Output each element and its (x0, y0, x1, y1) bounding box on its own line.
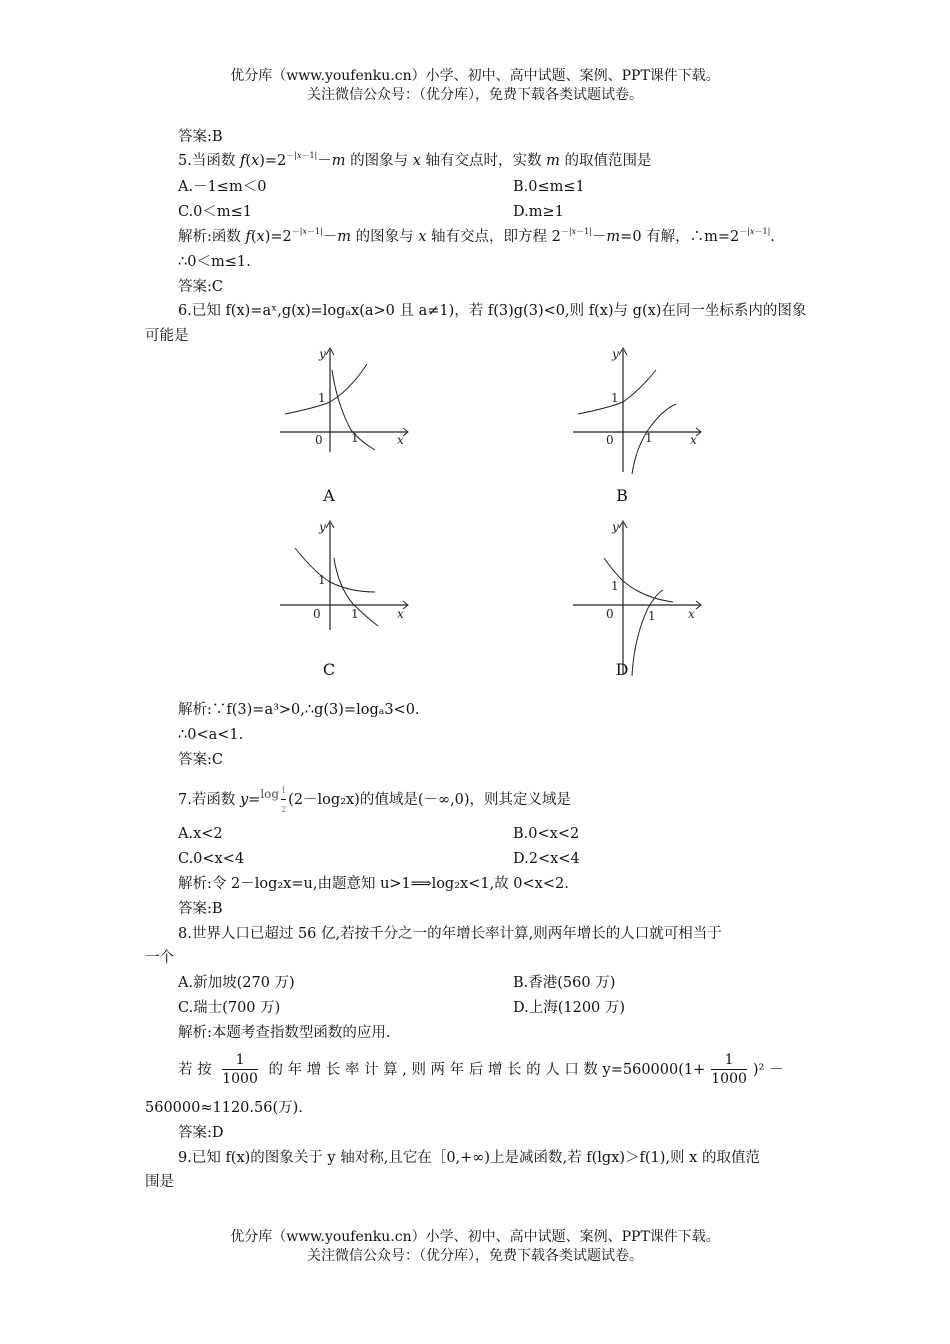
graph-c-origin: 0 (313, 607, 321, 621)
q8-analysis-line-1: 解析:本题考查指数型函数的应用. (178, 1025, 391, 1041)
graph-b-one-x: 1 (645, 431, 653, 445)
footer-line-1: 优分库（www.youfenku.cn）小学、初中、高中试题、案例、PPT课件下载。 (230, 1229, 720, 1245)
q7-analysis: 解析:令 2－log₂x=u,由题意知 u>1⟹log₂x<1,故 0<x<2. (178, 876, 569, 892)
graph-c-x-label: x (397, 607, 404, 621)
q8-analysis-line-2: 若 按 $\frac{1}{1000}$ 的 年 增 长 率 计 算 , 则 两 年 后 增 长 的 人 口 数 y=560000(1+ $\frac{1}{1000}$ )² － (178, 1052, 784, 1087)
graph-b-one-y: 1 (611, 391, 619, 405)
graph-a-one-y: 1 (318, 391, 326, 405)
graph-b-y-label: y (612, 347, 619, 361)
header-line-1: 优分库（www.youfenku.cn）小学、初中、高中试题、案例、PPT课件下载。 (230, 68, 720, 84)
graph-d-x-label: x (688, 607, 695, 621)
q5-option-d: D.m≥1 (513, 204, 564, 220)
q8-option-b: B.香港(560 万) (513, 975, 616, 991)
graph-d-origin: 0 (606, 607, 614, 621)
q6-stem-line-2: 可能是 (145, 328, 189, 344)
graph-c-y-label: y (319, 520, 326, 534)
q5-analysis-conclusion: ∴0＜m≤1. (178, 254, 251, 270)
q7-answer: 答案:B (178, 901, 223, 917)
q6-analysis-line-2: ∴0<a<1. (178, 727, 244, 743)
graph-b (568, 342, 708, 477)
q7-stem: 7.若函数 y=$^{log}$ $\frac{1}{2}$ (2－log₂x)的值域是(－∞,0)，则其定义域是 (178, 782, 571, 818)
graph-c-label: C (322, 660, 336, 679)
graph-c-one-y: 1 (318, 573, 326, 587)
q6-stem-line-1: 6.已知 f(x)=aˣ,g(x)=logₐx(a>0 且 a≠1)，若 f(3)g(3)<0,则 f(x)与 g(x)在同一坐标系内的图象 (178, 303, 807, 319)
q5-stem: 5.当函数 $f(x)=2^{-|x-1|}-m$ 的图象与 x 轴有交点时，实数 m 的取值范围是 (178, 151, 652, 169)
q5-option-b: B.0≤m≤1 (513, 179, 585, 195)
q5-answer: 答案:C (178, 279, 223, 295)
graph-c (275, 518, 415, 633)
q5-option-a: A.－1≤m＜0 (178, 179, 267, 195)
graph-d-y-label: y (612, 520, 619, 534)
q9-stem-line-2: 围是 (145, 1174, 174, 1190)
graph-d-one-x: 1 (648, 609, 656, 623)
graph-b-origin: 0 (606, 433, 614, 447)
footer-line-2: 关注微信公众号：（优分库），免费下载各类试题试卷。 (307, 1248, 643, 1264)
q8-stem-line-1: 8.世界人口已超过 56 亿,若按千分之一的年增长率计算,则两年增长的人口就可相当于 (178, 926, 722, 942)
graph-b-label: B (616, 486, 628, 505)
graph-d (568, 518, 708, 678)
graph-a-y-label: y (319, 347, 326, 361)
q8-option-c: C.瑞士(700 万) (178, 1000, 281, 1016)
graph-b-x-label: x (690, 433, 697, 447)
q7-option-b: B.0<x<2 (513, 826, 580, 842)
q7-option-c: C.0<x<4 (178, 851, 245, 867)
q4-answer: 答案:B (178, 129, 223, 145)
header-line-2: 关注微信公众号：（优分库），免费下载各类试题试卷。 (307, 87, 643, 103)
q6-answer: 答案:C (178, 752, 223, 768)
q8-stem-line-2: 一个 (145, 950, 174, 966)
graph-a-x-label: x (397, 433, 404, 447)
graph-a-label: A (323, 486, 335, 505)
q8-option-a: A.新加坡(270 万) (178, 975, 295, 991)
graph-d-label: D (615, 660, 629, 679)
graph-c-one-x: 1 (351, 607, 359, 621)
q7-option-d: D.2<x<4 (513, 851, 580, 867)
q9-stem-line-1: 9.已知 f(x)的图象关于 y 轴对称,且它在［0,+∞)上是减函数,若 f(lgx)＞f(1),则 x 的取值范 (178, 1150, 760, 1166)
q5-analysis: 解析:函数 $f(x)=2^{-|x-1|}-m$ 的图象与 x 轴有交点，即方程 $2^{-|x-1|}-m=0$ 有解，$\therefore m=2^{-|x-1|}$. (178, 227, 775, 245)
q8-option-d: D.上海(1200 万) (513, 1000, 626, 1016)
q7-option-a: A.x<2 (178, 826, 223, 842)
graph-a (275, 342, 415, 457)
graph-a-origin: 0 (315, 433, 323, 447)
graph-a-one-x: 1 (351, 431, 359, 445)
q8-analysis-line-3: 560000≈1120.56(万). (145, 1100, 303, 1116)
q5-option-c: C.0＜m≤1 (178, 204, 253, 220)
q6-analysis-line-1: 解析:∵f(3)=a³>0,∴g(3)=logₐ3<0. (178, 702, 420, 718)
graph-d-one-y: 1 (611, 579, 619, 593)
q8-answer: 答案:D (178, 1125, 224, 1141)
